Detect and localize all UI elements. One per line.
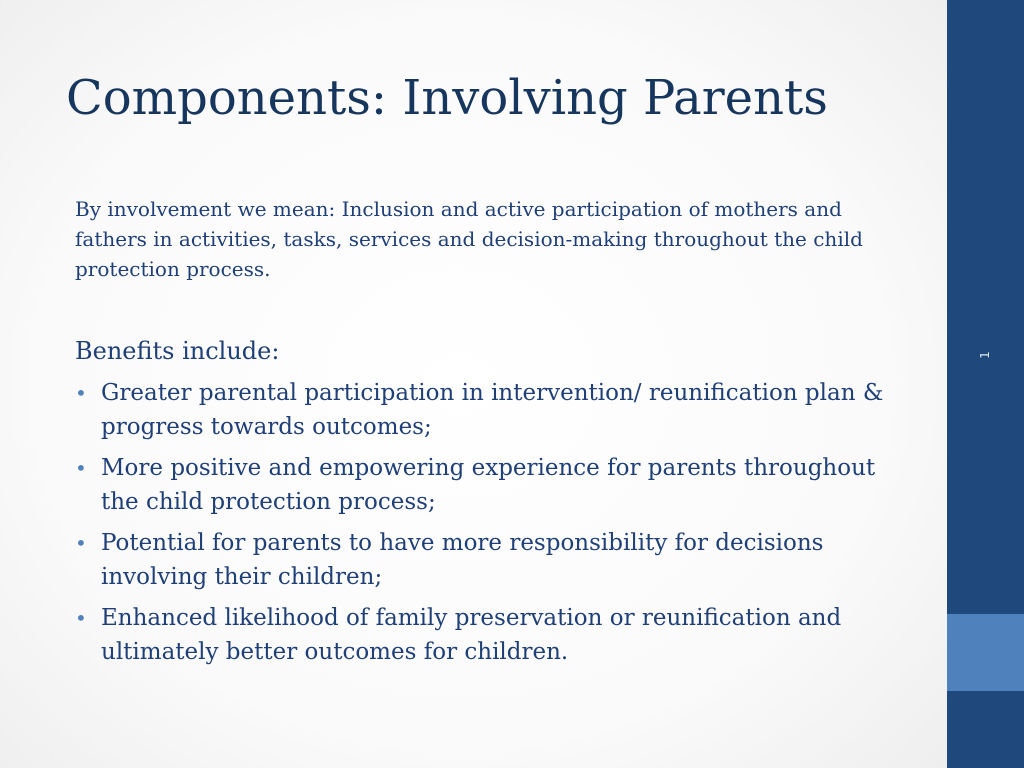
benefits-heading: Benefits include:	[75, 337, 280, 365]
bullet-icon: •	[75, 381, 87, 405]
sidebar-accent-block	[947, 614, 1024, 691]
benefit-text: Enhanced likelihood of family preservation or reunification and ultimately better outcomes for children.	[101, 605, 842, 665]
bullet-icon: •	[75, 606, 87, 630]
benefit-item	[75, 451, 905, 519]
slide-title: Components: Involving Parents	[66, 70, 828, 126]
definition-text: By involvement we mean: Inclusion and active participation of mothers and fathers in activities, tasks, services and decision-making throughout the child protection process.	[75, 197, 863, 281]
benefit-item	[75, 526, 905, 594]
benefit-text: Potential for parents to have more responsibility for decisions involving their children;	[101, 530, 824, 590]
benefit-item	[75, 376, 905, 444]
slide-number: 1	[978, 351, 992, 359]
sidebar-bar	[947, 0, 1024, 768]
benefit-text: More positive and empowering experience for parents throughout the child protection process;	[101, 455, 876, 515]
bullet-icon: •	[75, 456, 87, 480]
benefit-item	[75, 601, 905, 669]
benefits-list	[75, 376, 905, 676]
bullet-icon: •	[75, 531, 87, 555]
benefit-text: Greater parental participation in intervention/ reunification plan & progress towards outcomes;	[101, 380, 884, 440]
